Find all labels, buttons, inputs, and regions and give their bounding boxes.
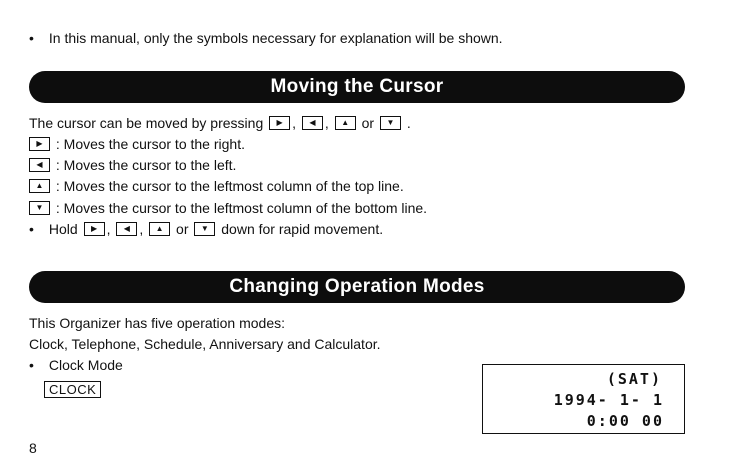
up-arrow-key-icon: ▲	[335, 116, 356, 130]
clock-mode-label: Clock Mode	[48, 357, 123, 373]
up-arrow-key-icon: ▲	[29, 179, 50, 193]
hold-note	[29, 220, 383, 238]
hold-end-text: down for rapid movement.	[221, 221, 384, 237]
period: .	[406, 115, 411, 131]
display-day: (SAT)	[606, 370, 662, 388]
list-item-left	[29, 156, 236, 174]
down-arrow-key-icon: ▼	[29, 201, 50, 215]
down-arrow-key-icon: ▼	[194, 222, 215, 236]
item-text: : Moves the cursor to the leftmost column of the top line.	[55, 178, 404, 194]
right-arrow-key-icon: ▶	[84, 222, 105, 236]
left-arrow-key-icon: ◀	[116, 222, 137, 236]
hold-text: Hold	[48, 221, 78, 237]
right-arrow-key-icon: ▶	[269, 116, 290, 130]
modes-intro-line: This Organizer has five operation modes:	[29, 315, 286, 331]
separator: ,	[106, 221, 111, 237]
left-arrow-key-icon: ◀	[29, 158, 50, 172]
bullet: •	[29, 357, 34, 373]
section-title: Moving the Cursor	[270, 76, 444, 97]
intro-note	[29, 29, 503, 47]
page-number: 8	[29, 440, 37, 456]
list-item-up	[29, 177, 404, 195]
display-date: 1994- 1- 1	[553, 391, 664, 409]
list-item-down	[29, 199, 427, 217]
section-banner-operation-modes	[29, 271, 685, 303]
item-text: : Moves the cursor to the left.	[55, 157, 237, 173]
clock-mode-bullet	[29, 356, 123, 374]
or-text: or	[176, 221, 189, 237]
separator: ,	[139, 221, 144, 237]
left-arrow-key-icon: ◀	[302, 116, 323, 130]
separator: ,	[292, 115, 297, 131]
right-arrow-key-icon: ▶	[29, 137, 50, 151]
bullet: •	[29, 221, 34, 237]
down-arrow-key-icon: ▼	[380, 116, 401, 130]
lead-text: The cursor can be moved by pressing	[29, 115, 264, 131]
section-banner-moving-cursor	[29, 71, 685, 103]
or-text: or	[361, 115, 375, 131]
lcd-display	[482, 364, 685, 434]
list-item-right	[29, 135, 245, 153]
section-title: Changing Operation Modes	[229, 276, 485, 297]
separator: ,	[324, 115, 329, 131]
item-text: : Moves the cursor to the leftmost column of the bottom line.	[55, 200, 428, 216]
intro-text: In this manual, only the symbols necessary for explanation will be shown.	[48, 30, 503, 46]
modes-list-line: Clock, Telephone, Schedule, Anniversary and Calculator.	[29, 336, 381, 352]
item-text: : Moves the cursor to the right.	[55, 136, 245, 152]
bullet: •	[29, 30, 34, 46]
display-time: 0:00 00	[586, 412, 664, 430]
cursor-lead-line	[29, 114, 411, 132]
up-arrow-key-icon: ▲	[149, 222, 170, 236]
clock-key-icon: CLOCK	[44, 381, 101, 398]
